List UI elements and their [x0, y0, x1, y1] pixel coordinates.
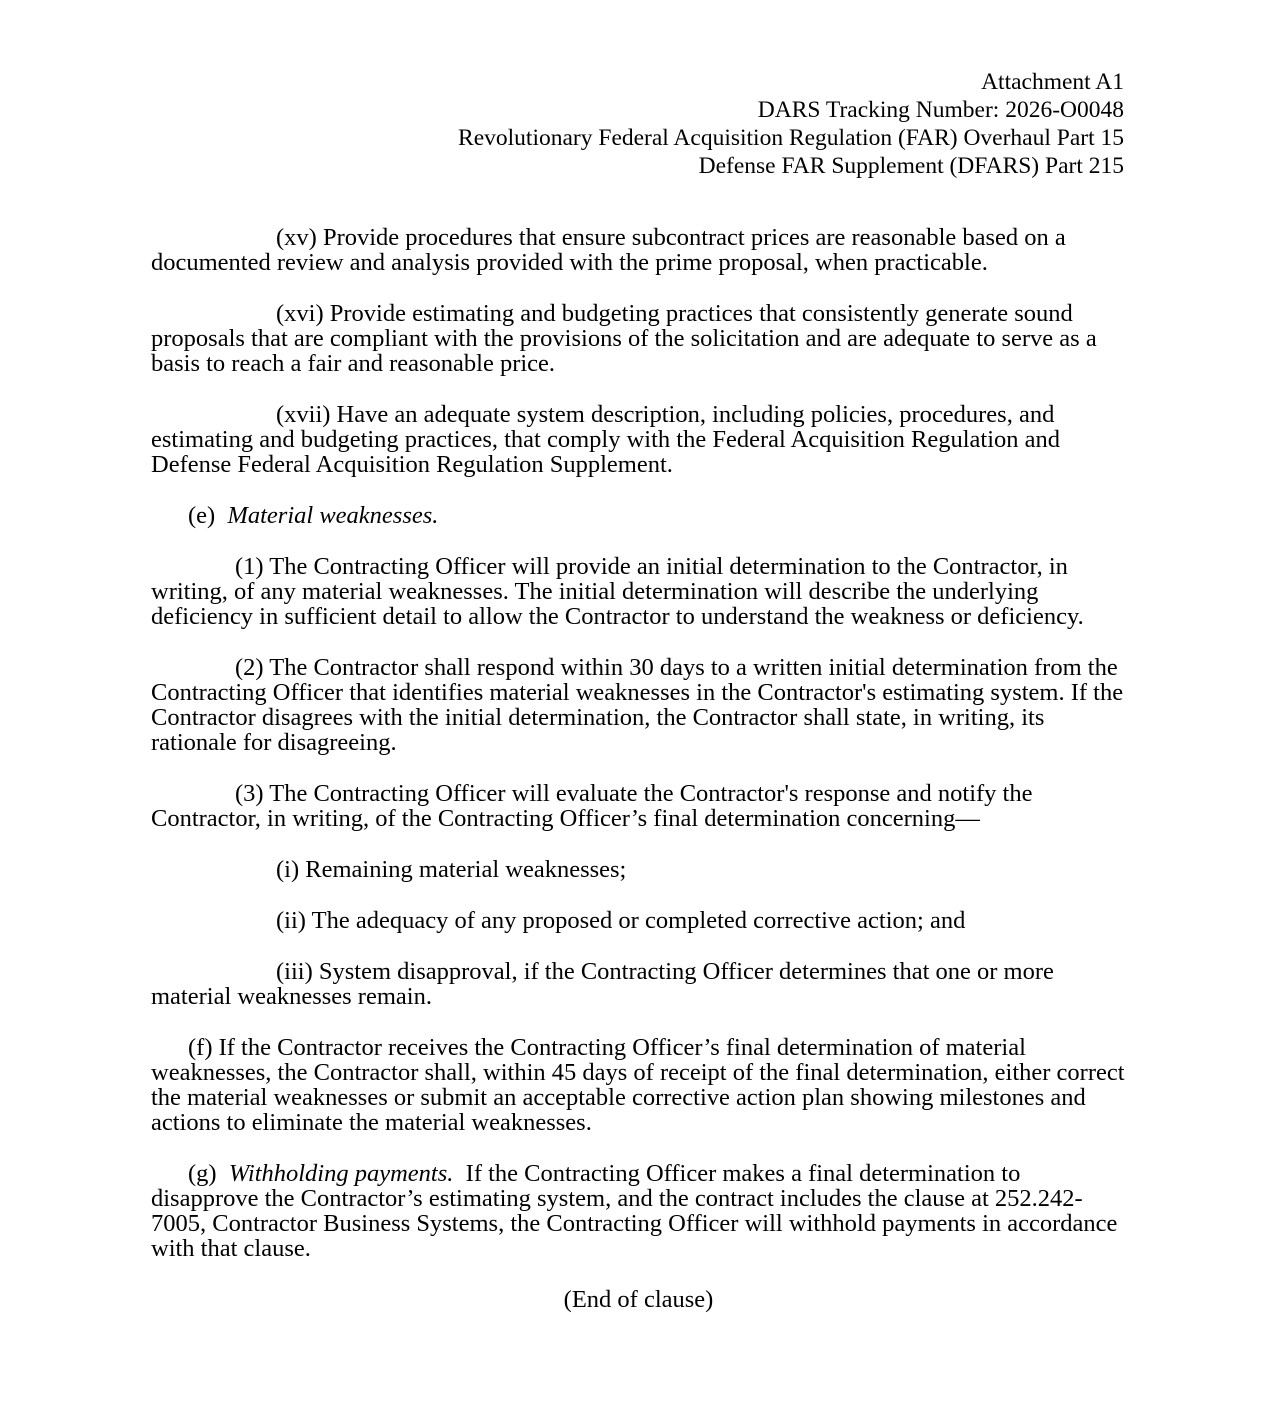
tracking-number: DARS Tracking Number: 2026-O0048 [757, 97, 1124, 123]
paragraph-e3-i: (i) Remaining material weaknesses; [276, 856, 627, 883]
far-part-title: Revolutionary Federal Acquisition Regulation (FAR) Overhaul Part 15 [458, 125, 1124, 151]
attachment-label: Attachment A1 [981, 69, 1124, 95]
paragraph-e3: (3) The Contracting Officer will evaluate the Contractor's response and notify the Contractor, in writing, of the Contracting Officer’s final determination concerning— [151, 780, 1033, 832]
paragraph-xvii: (xvii) Have an adequate system description, including policies, procedures, and estimating and budgeting practices, that comply with the Federal Acquisition Regulation and Defense Federal Acquisition Regulation Supplement. [151, 401, 1061, 478]
paragraph-e3-ii: (ii) The adequacy of any proposed or completed corrective action; and [276, 907, 966, 934]
paragraph-f: (f) If the Contractor receives the Contracting Officer’s final determination of material weaknesses, the Contractor shall, within 45 days of receipt of the final determination, either correct the material weaknesses or submit an acceptable corrective action plan showing milestones and actions to eliminate the material weaknesses. [151, 1034, 1125, 1136]
section-g-title: Withholding payments. [228, 1160, 454, 1187]
paragraph-xv: (xv) Provide procedures that ensure subcontract prices are reasonable based on a documented review and analysis provided with the prime proposal, when practicable. [151, 224, 1066, 276]
document-body [151, 225, 1126, 1338]
paragraph-e2: (2) The Contractor shall respond within 30 days to a written initial determination from the Contracting Officer that identifies material weaknesses in the Contractor's estimating system. If the Contractor disagrees with the initial determination, the Contractor shall state, in writing, its rationale for disagreeing. [151, 654, 1124, 756]
paragraph-e3-iii: (iii) System disapproval, if the Contracting Officer determines that one or more material weaknesses remain. [151, 958, 1054, 1010]
end-of-clause: (End of clause) [563, 1286, 714, 1313]
section-e-label: (e) [188, 502, 216, 529]
paragraph-xvi: (xvi) Provide estimating and budgeting practices that consistently generate sound proposals that are compliant with the provisions of the solicitation and are adequate to serve as a basis to reach a fair and reasonable price. [151, 300, 1097, 377]
paragraph-g [151, 1161, 1126, 1261]
section-g-text: If the Contracting Officer makes a final determination to disapprove the Contractor’s estimating system, and the contract includes the clause at 252.242-7005, Contractor Business Systems, the Contracting Officer will withhold payments in accordance with that clause. [151, 1160, 1118, 1262]
section-g-label: (g) [188, 1160, 217, 1187]
section-e-title: Material weaknesses. [227, 502, 439, 529]
dfars-part-title: Defense FAR Supplement (DFARS) Part 215 [698, 153, 1124, 179]
section-e-heading [151, 503, 1126, 528]
paragraph-e1: (1) The Contracting Officer will provide an initial determination to the Contractor, in writing, of any material weaknesses. The initial determination will describe the underlying deficiency in sufficient detail to allow the Contractor to understand the weakness or deficiency. [151, 553, 1084, 630]
document-header [458, 68, 1124, 180]
